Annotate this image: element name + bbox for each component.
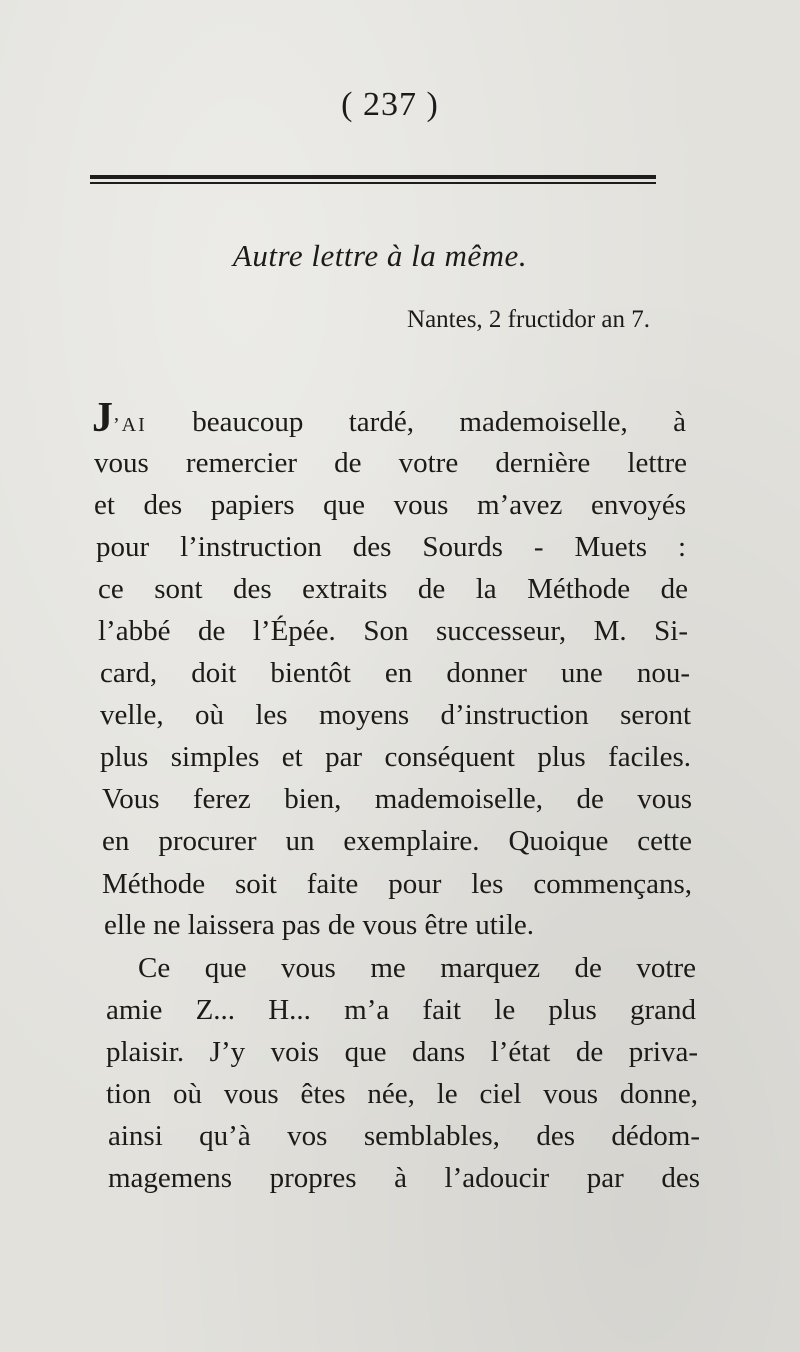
text-line: elle ne laissera pas de vous être utile. [104, 909, 535, 941]
text-line: ainsi qu’à vos semblables, des dédom- [108, 1120, 700, 1152]
drop-cap: J [92, 395, 113, 441]
text-line: vous remercier de votre dernière lettre [94, 447, 687, 479]
header-rule-thick [90, 175, 656, 179]
letter-heading: Autre lettre à la même. [232, 238, 528, 273]
text-line: plaisir. J’y vois que dans l’état de priva- [106, 1036, 698, 1068]
first-line-rest: beaucoup tardé, mademoiselle, à [192, 406, 686, 438]
page-number: ( 237 ) [341, 86, 439, 123]
text-line: plus simples et par conséquent plus faciles. [100, 741, 691, 773]
text-line: amie Z... H... m’a fait le plus grand [106, 994, 696, 1026]
text-line: l’abbé de l’Épée. Son successeur, M. Si- [98, 615, 688, 647]
text-line-first [92, 395, 686, 441]
header-rule-thin [90, 182, 656, 184]
text-line: Ce que vous me marquez de votre [138, 952, 696, 984]
text-line: Méthode soit faite pour les commençans, [102, 868, 692, 900]
letter-dateline: Nantes, 2 fructidor an 7. [407, 306, 650, 333]
text-line: Vous ferez bien, mademoiselle, de vous [102, 783, 692, 815]
text-line: tion où vous êtes née, le ciel vous donne, [106, 1078, 698, 1110]
text-line: card, doit bientôt en donner une nou- [100, 657, 690, 689]
text-line: en procurer un exemplaire. Quoique cette [102, 825, 692, 857]
text-line: velle, où les moyens d’instruction seront [100, 699, 691, 731]
text-line: ce sont des extraits de la Méthode de [98, 573, 688, 605]
small-caps-word: ’AI [113, 414, 147, 436]
text-line: magemens propres à l’adoucir par des [108, 1162, 700, 1194]
text-line: pour l’instruction des Sourds - Muets : [96, 531, 686, 563]
text-line: et des papiers que vous m’avez envoyés [94, 489, 686, 521]
